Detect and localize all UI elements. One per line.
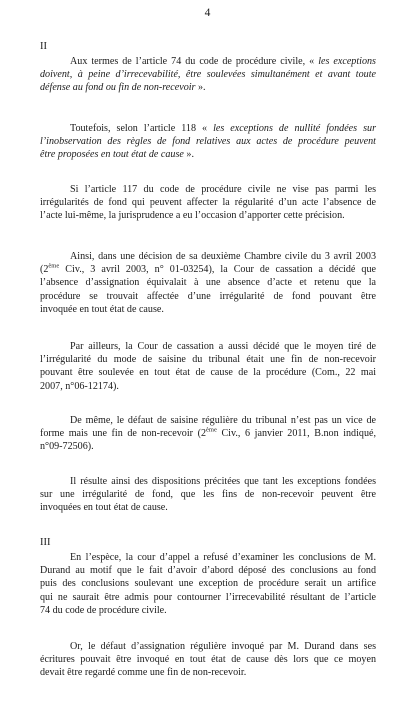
text-line: Or, le défaut d’assignation régulière invoqué par M. Durand dans ses [70,641,376,652]
text-line: irrégularités de fond qui peuvent affecter la régularité d’un acte l’absence de [40,197,376,209]
paragraph-article-74 [40,55,376,95]
text-line: En l’espèce, la cour d’appel a refusé d’examiner les conclusions de M. [70,552,376,563]
text-line: invoquée en tout état de cause. [40,303,164,315]
paragraph-defaut-de-saisine [40,414,376,454]
text-line [40,135,376,148]
text-line: Ainsi, dans une décision de sa deuxième Chambre civile du 3 avril 2003 [70,251,376,262]
text-line: devait être regardé comme une fin de non-recevoir. [40,667,247,679]
text-line [40,122,376,135]
paragraph-en-l-espece [40,551,376,617]
quoted-text: défense au fond ou fin de non-recevoir [40,82,196,94]
text-line: invoquées en tout état de cause. [40,502,168,514]
section-heading-iii: III [40,537,51,548]
text-run: Toutefois, selon l’article 118 « [70,123,214,134]
text-line [40,263,376,276]
text-run: ». [195,82,206,94]
quoted-text: l’inobservation des règles de fond relatives aux actes de procédure peuvent [40,136,376,148]
text-run: forme mais une fin de non-recevoir (2 [40,428,207,440]
text-line: 74 du code de procédure civile. [40,604,167,616]
text-line [40,148,376,161]
page-number: 4 [204,7,211,19]
paragraph-conclusion-dispositions [40,475,376,515]
text-line [40,427,376,440]
text-line [40,81,376,94]
text-line: n°09-72506). [40,441,94,453]
paragraph-mode-de-saisine [40,340,376,393]
text-line: sur une irrégularité de fond, que les fins de non-recevoir peuvent être [40,489,376,501]
paragraph-article-118 [40,122,376,162]
quoted-text: doivent, à peine d’irrecevabilité, être soulevées simultanément et avant toute [40,69,376,81]
text-line: l’irrégularité du mode de saisine du tribunal était une fin de non-recevoir [40,354,376,366]
superscript: ème [206,426,217,434]
text-line: l’absence d’assignation équivalait à une absence d’acte et retenu que la [40,277,376,289]
text-run: ». [183,149,194,161]
paragraph-article-117 [40,183,376,223]
text-line [40,68,376,81]
text-line: De même, le défaut de saisine régulière du tribunal n’est pas un vice de [70,415,376,426]
text-line: puis des conclusions soulevant une exception de procédure serait un artifice [40,578,376,590]
text-line: Par ailleurs, la Cour de cassation a aussi décidé que le moyen tiré de [70,341,376,352]
text-line [40,55,376,68]
text-line: 2007, n°06-12174). [40,380,119,392]
text-line: pouvant être soulevée en tout état de cause de la procédure (Com., 22 mai [40,367,376,379]
text-run: Civ., 3 avril 2003, n° 01-03254), la Cour de cassation a décidé que [59,264,376,276]
text-run: (2 [40,264,49,276]
text-run: Civ., 6 janvier 2011, B.non indiqué, [216,428,377,440]
text-line: qui ne saurait être admis pour contourner l’irrecevabilité résultant de l’article [40,591,376,603]
text-run: Aux termes de l’article 74 du code de procédure civile, « [70,56,319,67]
text-line: procédure se trouvait affectée d’une irrégularité de fond pouvant être [40,290,376,302]
text-line: Durand au motif que le fait d’avoir d’abord déposé des conclusions au fond [40,565,376,577]
quoted-text: les exceptions de nullité fondées sur [213,123,377,134]
paragraph-or-le-defaut [40,640,376,680]
quoted-text: les exceptions [318,56,376,67]
superscript: ème [48,262,60,270]
quoted-text: être proposées en tout état de cause [40,149,184,161]
paragraph-decision-2003 [40,250,376,316]
text-line: l’acte lui-même, la jurisprudence a eu l’occasion d’apporter cette précision. [40,210,345,222]
section-heading-ii: II [40,41,47,52]
text-line: écritures pouvait être invoqué en tout état de cause dès lors que ce moyen [40,654,376,666]
text-line: Si l’article 117 du code de procédure civile ne vise pas parmi les [70,184,376,195]
text-line: Il résulte ainsi des dispositions précitées que tant les exceptions fondées [70,476,376,487]
